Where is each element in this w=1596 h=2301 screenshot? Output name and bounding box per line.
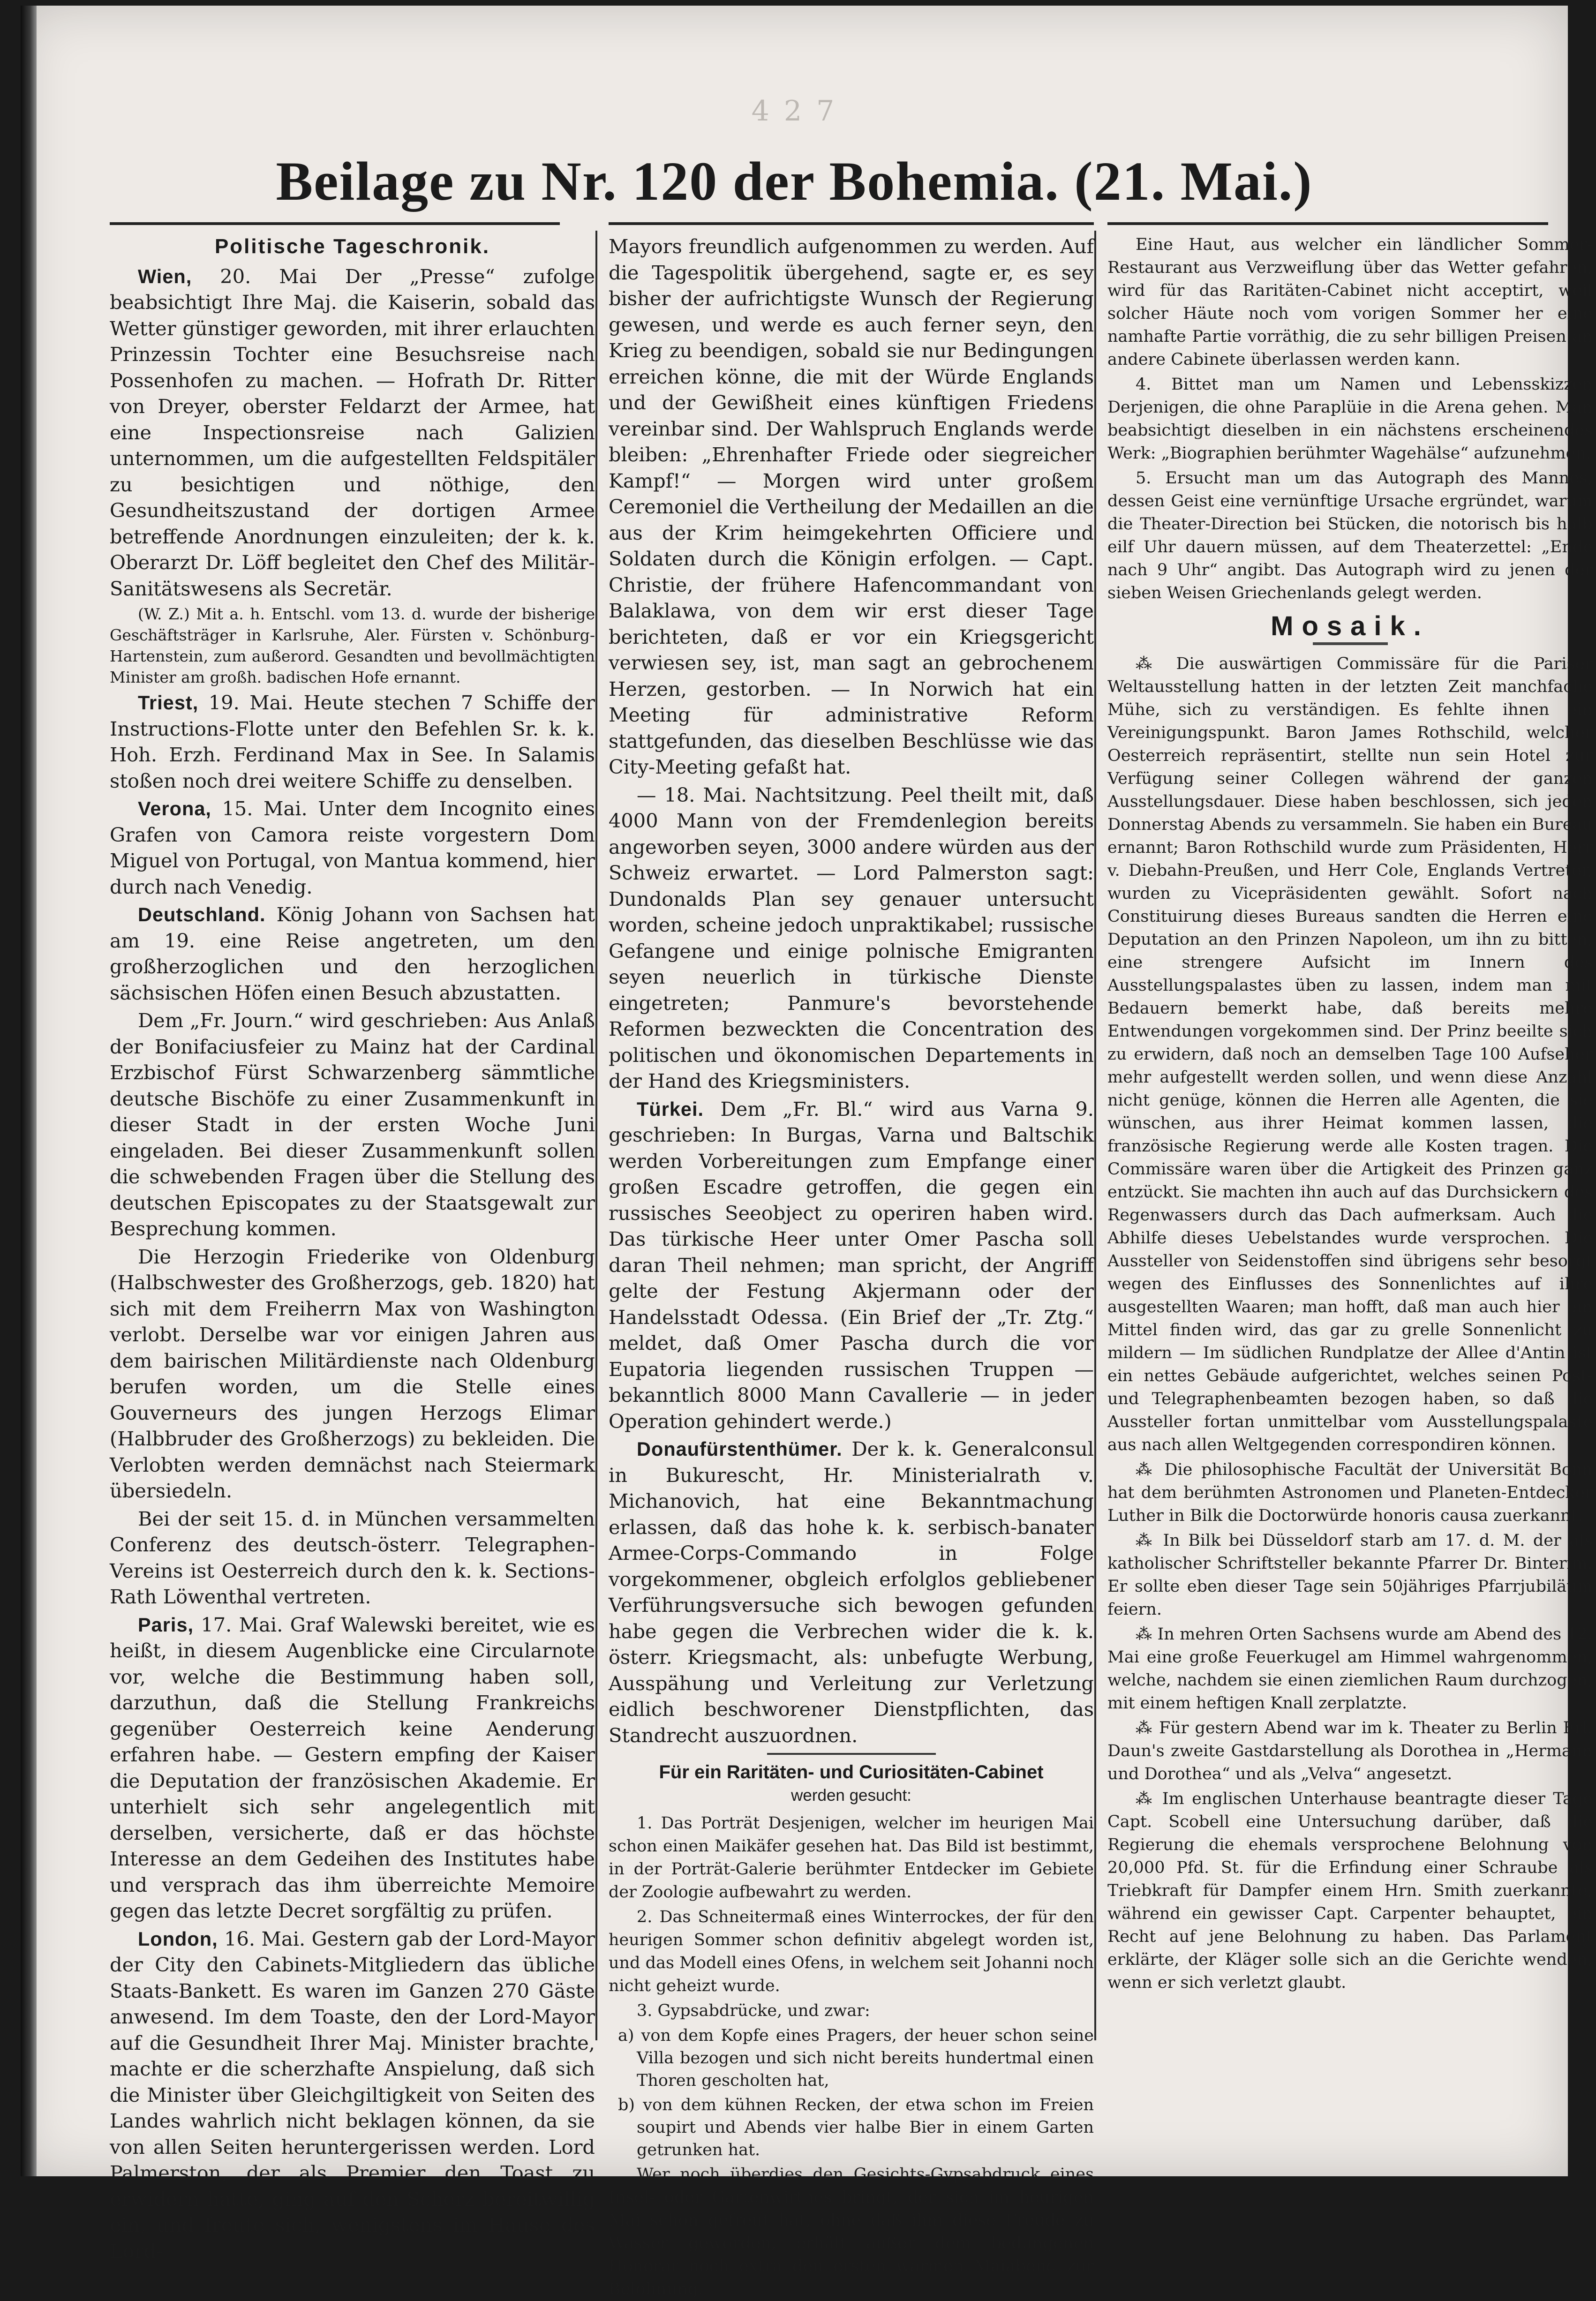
article-london: London, 16. Mai. Gestern gab der Lord-Mayor der City den Cabinets-Mitgliedern das übliche Staats-Bankett. Es waren im Ganzen 270 Gäste anwesend. Im dem Toaste, den der Lord-Mayor auf die Gesundheit Ihrer Maj. Minister brachte, machte er die scherzhafte Anspielung, daß sich die Minister über Gleichgiltigkeit von Seiten des Landes wahrlich nicht beklagen können, da sie von allen Seiten heruntergerissen werden. Lord Palmerston, der als Premier den Toast zu erwidern hatte, ging auf den Scherz bereitwillig ein, und freute sich, wenigstens im Hause des Lord-	[110, 1927, 595, 2263]
mosaik-item: ⁂ In mehren Orten Sachsens wurde am Abend des 12. Mai eine große Feuerkugel am Himmel wahrgenommen, welche, nachdem sie einen ziemlichen Raum durchzogen, mit einem heftigen Knall zerplatzte.	[1107, 1624, 1593, 1713]
column-2	[609, 233, 1094, 2299]
cabinet-item: 1. Das Porträt Desjenigen, welcher im heurigen Mai schon einen Maikäfer gesehen hat. Das Bild ist bestimmt, in der Porträt-Galerie berühmter Entdecker im Gebiete der Zoologie aufbewahrt zu werden.	[609, 1814, 1094, 1902]
cabinet-closing: Wer noch überdies den Gesichts-Gypsabdruck eines Insel- oder Gartenwirthes bringt, der sich im heurigen Mai schon gefreut hat, ohne daß ihm diese Freude zu Wasser geworden, erhält außer dem bedungenen Honorar noch extra den ersten warmen Maiabend zur Belohnung.	[609, 2165, 1094, 2299]
cabinet-item: 5. Ersucht man um das Autograph des Mannes, dessen Geist eine vernünftige Ursache ergründet, warum die Theater-Direction bei Stücken, die notorisch bis halb eilf Uhr dauern müssen, auf dem Theaterzettel: „Ende nach 9 Uhr“ angibt. Das Autograph wird zu jenen der sieben Weisen Griechenlands gelegt werden.	[1107, 469, 1593, 602]
cabinet-subitem: a) von dem Kopfe eines Pragers, der heuer schon seine Villa bezogen und sich nicht bereits hundertmal einen Thoren gescholten hat,	[618, 2026, 1094, 2090]
cabinet-heading: Für ein Raritäten- und Curiositäten-Cabinet werden gesucht:	[609, 1760, 1094, 1807]
article-london-continued: Mayors freundlich aufgenommen zu werden. Auf die Tagespolitik übergehend, sagte er, es sey bisher der aufrichtigste Wunsch der Regierung gewesen, und werde es auch ferner seyn, den Krieg zu beendigen, sobald sie nur Bedingungen erreichen könne, die mit der Würde Englands und der Gewißheit eines künftigen Friedens vereinbar sind. Der Wahlspruch Englands werde bleiben: „Ehrenhafter Friede oder siegreicher Kampf!“ — Morgen wird unter großem Ceremoniel die Vertheilung der Medaillen an die aus der Krim heimgekehrten Officiere und Soldaten durch die Königin erfolgen. — Capt. Christie, der frühere Hafencommandant von Balaklawa, von dem wir erst dieser Tage berichteten, daß er vor ein Kriegsgericht verwiesen sey, ist, man sagt an gebrochenem Herzen, gestorben. — In Norwich hat ein Meeting für administrative Reform stattgefunden, das dieselben Beschlüsse wie das City-Meeting gefaßt hat.	[609, 235, 1094, 778]
mosaik-item: ⁂ Im englischen Unterhause beantragte dieser Tage Capt. Scobell eine Untersuchung darüber, daß die Regierung die ehemals versprochene Belohnung von 20,000 Pfd. St. für die Erfindung einer Schraube als Triebkraft für Dampfer einem Hrn. Smith zuerkannte, während ein gewisser Capt. Carpenter behauptet, ein Recht auf jene Belohnung zu haben. Das Parlament erklärte, der Kläger solle sich an die Gerichte wenden, wenn er sich verletzt glaubt.	[1107, 1789, 1593, 1992]
article-vienna: Wien, 20. Mai Der „Presse“ zufolge beabsichtigt Ihre Maj. die Kaiserin, sobald das Wetter günstiger geworden, mit ihrer erlauchten Prinzessin Tochter eine Besuchsreise nach Possenhofen zu machen. — Hofrath Dr. Ritter von Dreyer, oberster Feldarzt der Armee, hat eine Inspectionsreise nach Galizien unternommen, um die aufgestellten Feldspitäler zu besichtigen und nöthige, den Gesundheitszustand der dortigen Armee betreffende Anordnungen einzuleiten; der k. k. Oberarzt Dr. Löff begleitet den Chef des Militär-Sanitätswesens als Secretär.	[110, 264, 595, 600]
article-telegraph: Bei der seit 15. d. in München versammelten Conferenz des deutsch-österr. Telegraphen-Vereins ist Oesterreich durch den k. k. Sections-Rath Löwenthal vertreten.	[110, 1507, 595, 1608]
mosaik-item: ⁂ In Bilk bei Düsseldorf starb am 17. d. M. der als katholischer Schriftsteller bekannte Pfarrer Dr. Binterim. Er sollte eben dieser Tage sein 50jähriges Pfarrjubiläum feiern.	[1107, 1531, 1593, 1619]
header-rule-left	[110, 222, 560, 225]
column-1	[110, 233, 595, 2263]
article-vienna-note: (W. Z.) Mit a. h. Entschl. vom 13. d. wurde der bisherige Geschäftsträger in Karlsruhe, Aler. Fürsten v. Schönburg-Hartenstein, zum außerord. Gesandten und bevollmächtigten Minister am großh. badischen Hofe ernannt.	[110, 605, 595, 686]
page-title: Beilage zu Nr. 120 der Bohemia. (21. Mai.)	[276, 150, 1313, 212]
cabinet-subheading: werden gesucht:	[791, 1786, 911, 1805]
mosaik-item: ⁂ Die auswärtigen Commissäre für die Pariser Weltausstellung hatten in der letzten Zeit manchfache Mühe, sich zu verständigen. Es fehlte ihnen ein Vereinigungspunkt. Baron James Rothschild, welcher Oesterreich repräsentirt, stellte nun sein Hotel zur Verfügung seiner Collegen während der ganzen Ausstellungsdauer. Diese haben beschlossen, sich jeden Donnerstag Abends zu versammeln. Sie haben ein Bureau ernannt; Baron Rothschild wurde zum Präsidenten, Herr v. Diebahn-Preußen, und Herr Cole, Englands Vertreter, wurden zu Vicepräsidenten gewählt. Sofort nach Constituirung dieses Bureaus sandten die Herren eine Deputation an den Prinzen Napoleon, um ihn zu bitten, eine strengere Aufsicht im Innern des Ausstellungspalastes üben zu lassen, indem man mit Bedauern bemerkt habe, daß bereits mehre Entwendungen vorgekommen sind. Der Prinz beeilte sich zu erwidern, daß noch an demselben Tage 100 Aufseher mehr aufgestellt werden sollen, und wenn diese Anzahl nicht genüge, können die Herren alle Agenten, die sie wünschen, aus ihrer Heimat kommen lassen, die französische Regierung werde alle Kosten tragen. Die Commissäre waren über die Artigkeit des Prinzen ganz entzückt. Sie machten ihn auch auf das Durchsickern des Regenwassers durch das Dach aufmerksam. Auch die Abhilfe dieses Uebelstandes wurde versprochen. Die Aussteller von Seidenstoffen sind übrigens sehr besorgt wegen des Einflusses des Sonnenlichtes auf ihre ausgestellten Waaren; man hofft, daß man auch hier ein Mittel finden wird, das gar zu grelle Sonnenlicht zu mildern — Im südlichen Rundplatze der Allee d'Antin ist ein nettes Gebäude aufgerichtet, welches seinen Post- und Telegraphenbeamten bezogen haben, so daß die Aussteller fortan unmittelbar vom Ausstellungspalaste aus nach allen Weltgegenden correspondiren können.	[1107, 654, 1593, 1454]
cabinet-item: 4. Bittet man um Namen und Lebensskizzen Derjenigen, die ohne Paraplüie in die Arena gehen. Man beabsichtigt dieselben in ein nächstens erscheinendes Werk: „Biographien berühmter Wagehälse“ aufzunehmen.	[1107, 375, 1593, 463]
cabinet-item: 3. Gypsabdrücke, und zwar:	[637, 2001, 870, 2020]
column-3	[1107, 233, 1593, 2099]
cabinet-subitem: b) von dem kühnen Recken, der etwa schon im Freien soupirt und Abends vier halbe Bier in einem Garten getrunken hat.	[618, 2096, 1094, 2159]
heading-ornament	[1313, 642, 1388, 645]
mosaik-item: ⁂ Für gestern Abend war im k. Theater zu Berlin Frl. Daun's zweite Gastdarstellung als Dorothea in „Hermann und Dorothea“ und als „Velva“ angesetzt.	[1107, 1718, 1593, 1783]
article-oldenburg: Die Herzogin Friederike von Oldenburg (Halbschwester des Großherzogs, geb. 1820) hat sich mit dem Freiherrn Max von Washington verlobt. Derselbe war vor einigen Jahren aus dem bairischen Militärdienste nach Oldenburg berufen worden, um die Stelle eines Gouverneurs des jungen Herzogs Elimar (Halbbruder des Großherzogs) zu bekleiden. Die Verlobten werden demnächst nach Steiermark übersiedeln.	[110, 1245, 595, 1502]
newspaper-page	[21, 6, 1593, 2299]
header-rule-right	[1107, 222, 1548, 225]
cabinet-item: 2. Das Schneitermaß eines Winterrockes, der für den heurigen Sommer schon definitiv abgelegt worden ist, und das Modell eines Ofens, in welchem seit Johanni noch nicht geheizt wurde.	[609, 1908, 1094, 1995]
article-trieste: Triest, 19. Mai. Heute stechen 7 Schiffe der Instructions-Flotte unter den Befehlen Sr. k. k. Hoh. Erzh. Ferdinand Max in See. In Salamis stoßen noch drei weitere Schiffe zu denselben.	[110, 691, 595, 792]
column-divider-1	[595, 231, 597, 2040]
mosaik-item: ⁂ Die philosophische Facultät der Universität Bonn hat dem berühmten Astronomen und Planeten-Entdecker Luther in Bilk die Doctorwürde honoris causa zuerkannt.	[1107, 1460, 1593, 1525]
article-danube: Donaufürstenthümer. Der k. k. Generalconsul in Bukurescht, Hr. Ministerialrath v. Michanovich, hat eine Bekanntmachung erlassen, daß das hohe k. k. serbisch-banater Armee-Corps-Commando in Folge vorgekommener, obgleich erfolglos gebliebener Verführungsversuche sich bewogen gefunden habe gegen die Verbrechen wider die k. k. österr. Kriegsmacht, als: unbefugte Werbung, Ausspähung und Verleitung zur Verletzung eidlich beschworener Dienstpflichten, das Standrecht auszuordnen.	[609, 1437, 1094, 1747]
article-london-night-session: — 18. Mai. Nachtsitzung. Peel theilt mit, daß 4000 Mann von der Fremdenlegion bereits angeworben seyen, 3000 andere würden aus der Schweiz erwartet. — Lord Palmerston sagt: Dundonalds Plan sey genauer untersucht worden, scheine jedoch unpraktikabel; russische Gefangene und einige polnische Emigranten seyen neuerlich in türkische Dienste eingetreten; Panmure's bevorstehende Reformen bezweckten die Concentration des politischen und ökonomischen Departements in der Hand des Kriegsministers.	[609, 783, 1094, 1092]
column-divider-2	[1094, 231, 1096, 2040]
article-mainz: Dem „Fr. Journ.“ wird geschrieben: Aus Anlaß der Bonifaciusfeier zu Mainz hat der Cardinal Erzbischof Fürst Schwarzenberg sämmtliche deutsche Bischöfe zu einer Zusammenkunft in dieser Stadt in der ersten Woche Juni eingeladen. Bei dieser Zusammenkunft sollen die schwebenden Fragen über die Stellung des deutschen Episcopates zu der Staatsgewalt zur Besprechung kommen.	[110, 1009, 595, 1240]
article-germany: Deutschland. König Johann von Sachsen hat am 19. eine Reise angetreten, um den großherzoglichen und den herzoglichen sächsischen Höfen einen Besuch abzustatten.	[110, 903, 595, 1004]
section-heading-politics: Politische Tageschronik.	[214, 235, 490, 258]
separator-rule	[767, 1753, 936, 1755]
page-number: 4 2 7	[751, 95, 837, 128]
section-heading-mosaik: Mosaik.	[1271, 611, 1430, 641]
header-rule-middle	[609, 222, 1094, 225]
article-paris: Paris, 17. Mai. Graf Walewski bereitet, wie es heißt, in diesem Augenblicke eine Circularnote vor, welche die Bestimmung haben soll, darzuthun, daß die Stellung Frankreichs gegenüber Oesterreich keine Aenderung erfahren habe. — Gestern empfing der Kaiser die Deputation der französischen Akademie. Er unterhielt sich sehr angelegentlich mit derselben, versicherte, daß er das höchste Interesse an dem Gedeihen des Institutes habe und versprach das ihm überreichte Memoire gegen das letzte Decret sorgfältig zu prüfen.	[110, 1613, 595, 1922]
cabinet-note: Eine Haut, aus welcher ein ländlicher Sommer-Restaurant aus Verzweiflung über das Wetter gefahren, wird für das Raritäten-Cabinet nicht acceptirt, weil solcher Häute noch vom vorigen Sommer her eine namhafte Partie vorräthig, die zu sehr billigen Preisen an andere Cabinete überlassen werden kann.	[1107, 235, 1593, 369]
article-turkey: Türkei. Dem „Fr. Bl.“ wird aus Varna 9. geschrieben: In Burgas, Varna und Baltschik werden Vorbereitungen zum Empfange einer großen Escadre getroffen, die gegen ein russisches Seeobject zu operiren haben wird. Das türkische Heer unter Omer Pascha soll daran Theil nehmen; man spricht, der Angriff gelte der Festung Akjermann oder der Handelsstadt Odessa. (Ein Brief der „Tr. Ztg.“ meldet, daß Omer Pascha durch die vor Eupatoria liegenden russischen Truppen — bekanntlich 8000 Mann Cavallerie — in jeder Operation gehindert werde.)	[609, 1097, 1094, 1433]
article-verona: Verona, 15. Mai. Unter dem Incognito eines Grafen von Camora reiste vorgestern Dom Miguel von Portugal, von Mantua kommend, hier durch nach Venedig.	[110, 797, 595, 898]
page-binding-edge	[21, 6, 37, 2176]
